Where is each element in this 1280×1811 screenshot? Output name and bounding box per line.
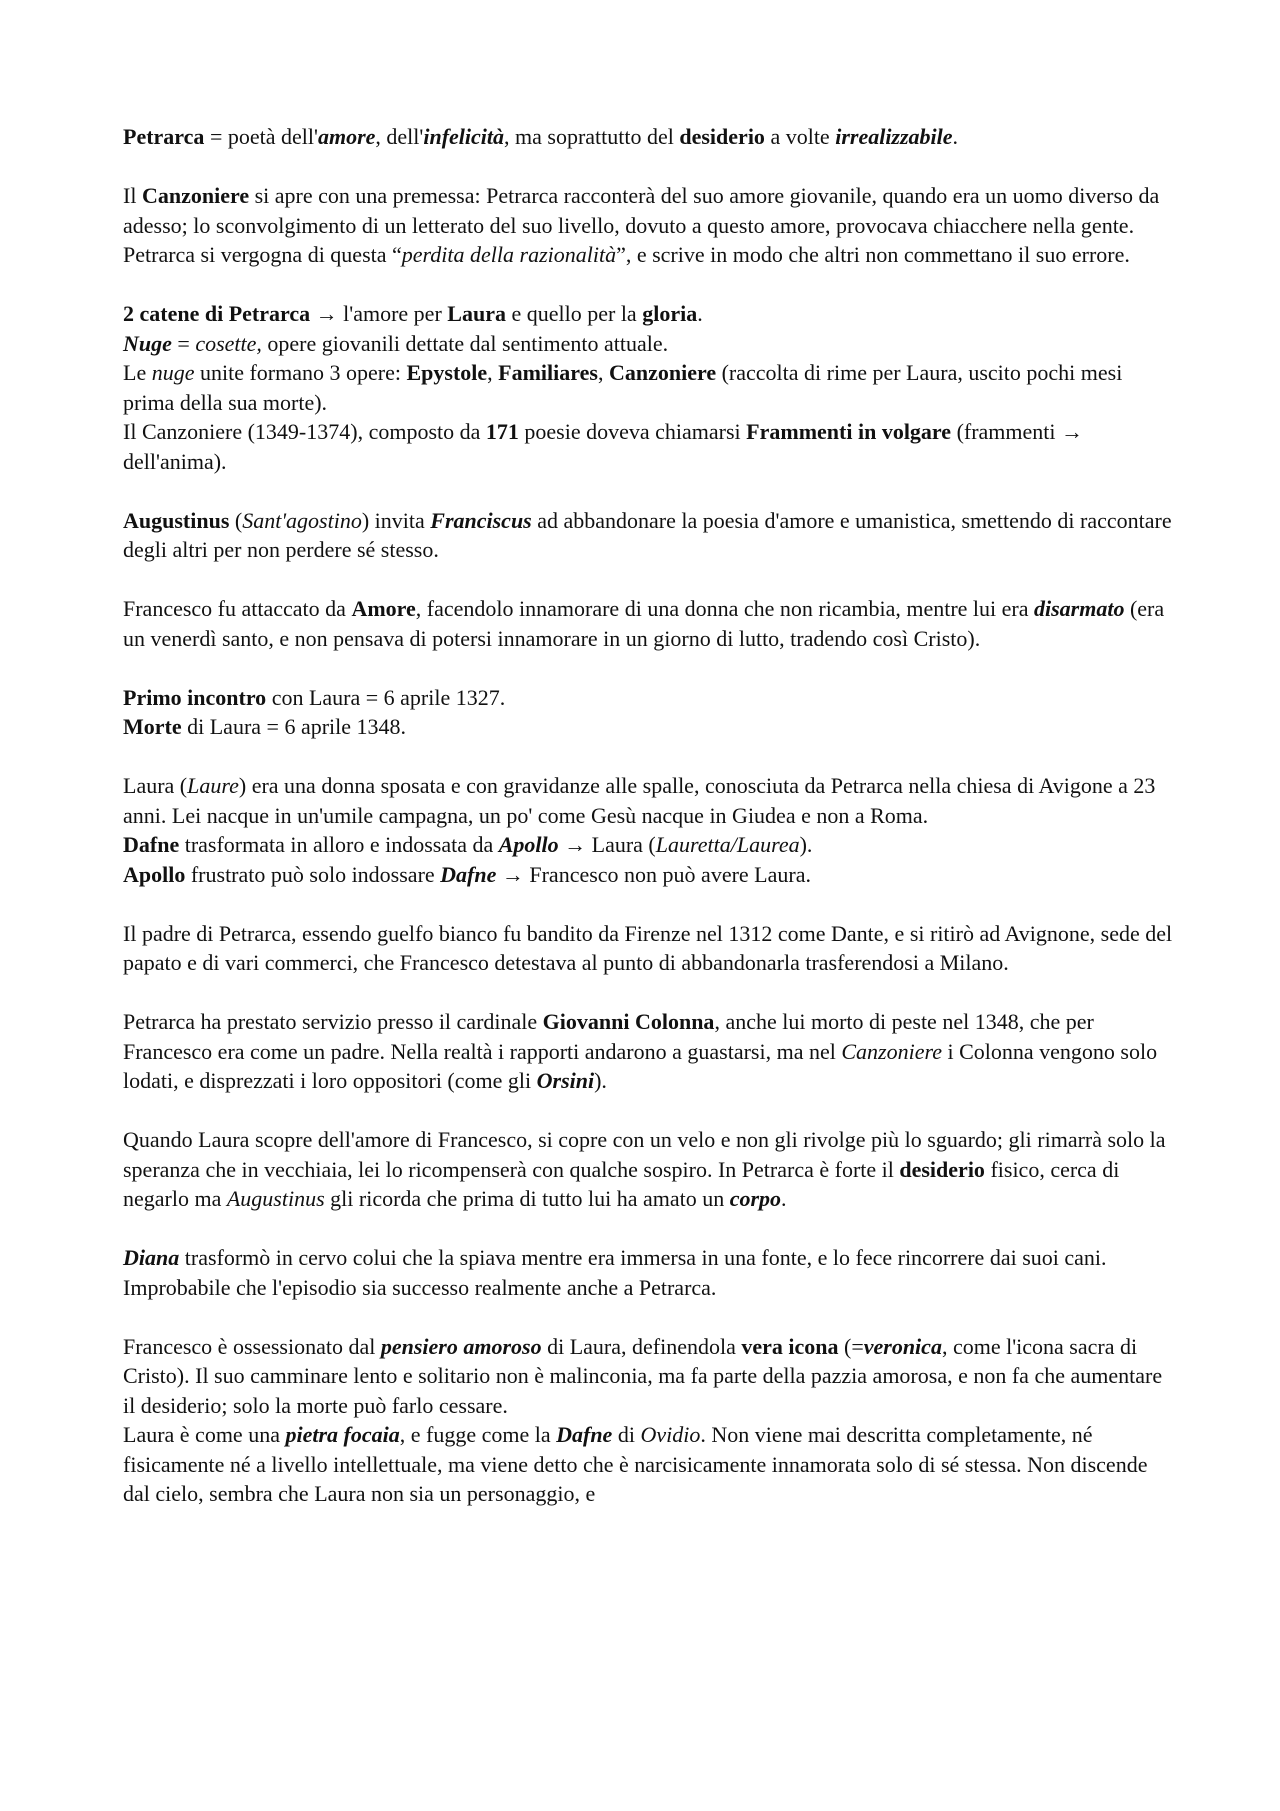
text-run: , <box>597 360 609 385</box>
text-run: Il padre di Petrarca, essendo guelfo bianco fu bandito da Firenze nel 1312 come Dante, e si ritirò ad Avignone, sede del papato e di vari commerci, che Francesco detestava al punto di abbandonarla trasferendosi a Milano. <box>123 920 1173 975</box>
text-run: poesie doveva chiamarsi <box>518 419 747 444</box>
text-run: Il Canzoniere (1349-1374), composto da <box>123 419 486 444</box>
emphasis-text: Familiares <box>498 360 598 385</box>
document-page <box>123 122 1173 1509</box>
emphasis-text: Augustinus <box>123 507 230 533</box>
emphasis-text: Petrarca <box>123 124 205 149</box>
text-run: unite formano 3 opere: <box>194 360 407 385</box>
text-run: i Colonna vengono solo lodati, e disprezzati i loro oppositori (come gli <box>123 1038 1158 1093</box>
emphasis-text: Augustinus <box>226 1186 325 1211</box>
emphasis-text: Giovanni Colonna <box>542 1009 715 1034</box>
emphasis-text: Dafne <box>440 861 497 887</box>
emphasis-text: 2 catene di Petrarca <box>123 301 311 326</box>
text-paragraph <box>123 1332 1173 1421</box>
emphasis-text: Nuge <box>123 330 172 356</box>
text-run: fisico, cerca di negarlo ma <box>123 1156 1120 1211</box>
emphasis-text: vera icona <box>741 1333 839 1359</box>
text-run: con Laura = 6 aprile 1327. <box>266 684 506 710</box>
text-paragraph <box>123 1007 1173 1096</box>
emphasis-text: Diana <box>123 1245 180 1270</box>
text-run: Laura è come una <box>123 1422 286 1447</box>
text-run: → Francesco non può avere Laura. <box>496 861 811 887</box>
emphasis-text: Orsini <box>536 1068 595 1093</box>
text-paragraph <box>123 683 1173 713</box>
emphasis-text: Primo incontro <box>123 684 267 710</box>
text-run: si apre con una premessa: Petrarca racconterà del suo amore giovanile, quando era un uomo diverso da adesso; lo sconvolgimento di un letterato del suo livello, dovuto a questo amore, provocava chiacchere nella gente. Petrarca si vergogna di questa “ <box>123 183 1160 267</box>
emphasis-text: infelicità <box>423 124 505 149</box>
emphasis-text: Laura <box>447 301 506 326</box>
text-run: di Laura, definendola <box>541 1333 742 1359</box>
text-run: , e fugge come la <box>399 1422 557 1447</box>
text-paragraph <box>123 329 1173 359</box>
emphasis-text: disarmato <box>1034 596 1125 621</box>
emphasis-text: Franciscus <box>430 507 532 533</box>
text-run: , come l'icona sacra di Cristo). Il suo camminare lento e solitario non è malinconia, ma fa parte della pazzia amorosa, e non fa che aumentare il desiderio; solo la morte può farlo cessare. <box>123 1333 1163 1418</box>
text-run: , facendolo innamorare di una donna che non ricambia, mentre lui era <box>415 596 1034 621</box>
text-run: a volte <box>764 124 836 149</box>
emphasis-text: Dafne <box>123 832 180 857</box>
emphasis-text: irrealizzabile <box>835 124 953 149</box>
text-paragraph <box>123 771 1173 830</box>
emphasis-text: Apollo <box>123 861 186 887</box>
text-run: (= <box>838 1333 864 1359</box>
emphasis-text: Lauretta/Laurea <box>655 832 800 857</box>
text-run: = <box>171 330 196 356</box>
text-run: ) invita <box>361 507 431 533</box>
emphasis-text: desiderio <box>679 124 765 149</box>
emphasis-text: perdita della razionalità <box>401 242 617 267</box>
emphasis-text: nuge <box>151 360 195 385</box>
text-run: ( <box>229 507 243 533</box>
text-paragraph <box>123 860 1173 890</box>
text-run: Il <box>123 183 142 208</box>
text-run: ). <box>594 1068 607 1093</box>
text-run: e quello per la <box>505 301 643 326</box>
text-run: . <box>952 124 959 149</box>
text-run: → l'amore per <box>310 301 448 326</box>
text-paragraph <box>123 712 1173 742</box>
text-paragraph <box>123 594 1173 653</box>
emphasis-text: veronica <box>863 1333 942 1359</box>
text-paragraph <box>123 1420 1173 1509</box>
text-paragraph <box>123 417 1173 476</box>
text-paragraph <box>123 1125 1173 1214</box>
emphasis-text: desiderio <box>899 1156 985 1182</box>
text-run: trasformò in cervo colui che la spiava mentre era immersa in una fonte, e lo fece rincorrere dai suoi cani. Improbabile che l'episodio sia successo realmente anche a Petrarca. <box>123 1245 1107 1300</box>
emphasis-text: Amore <box>351 596 416 621</box>
text-run: (raccolta di rime per Laura, uscito pochi mesi prima della sua morte). <box>123 360 1123 415</box>
text-run: Le <box>123 360 152 385</box>
emphasis-text: pietra focaia <box>285 1422 400 1447</box>
emphasis-text: Canzoniere <box>841 1038 942 1064</box>
text-run: . <box>697 301 703 326</box>
text-run: (frammenti → dell'anima). <box>123 419 1084 474</box>
text-paragraph <box>123 919 1173 978</box>
text-run: gli ricorda che prima di tutto lui ha amato un <box>324 1186 730 1211</box>
text-run: . Non viene mai descritta completamente, né fisicamente né a livello intellettuale, ma viene detto che è narcisicamente innamorata solo di sé stessa. Non discende dal cielo, sembra che Laura non sia un personaggio, e <box>123 1422 1148 1506</box>
text-run: , ma soprattutto del <box>504 124 680 149</box>
text-paragraph <box>123 506 1173 565</box>
text-run: di <box>612 1422 641 1447</box>
text-paragraph <box>123 1243 1173 1302</box>
text-run: ). <box>799 832 813 857</box>
text-run: Petrarca ha prestato servizio presso il cardinale <box>123 1009 543 1034</box>
text-run: . <box>781 1186 787 1211</box>
text-run: ) era una donna sposata e con gravidanze alle spalle, conosciuta da Petrarca nella chiesa di Avigone a 23 anni. Lei nacque in un'umile campagna, un po' come Gesù nacque in Giudea e non a Roma. <box>123 773 1156 828</box>
text-run: Quando Laura scopre dell'amore di Francesco, si copre con un velo e non gli rivolge più lo sguardo; gli rimarrà solo la speranza che in vecchiaia, lei lo ricompenserà con qualche sospiro. In Petrarca è forte il <box>123 1127 1166 1182</box>
text-run: (era un venerdì santo, e non pensava di potersi innamorare in un giorno di lutto, tradendo così Cristo). <box>123 596 1165 651</box>
emphasis-text: Epystole <box>406 360 488 385</box>
emphasis-text: Frammenti in volgare <box>746 419 952 444</box>
text-run: ad abbandonare la poesia d'amore e umanistica, smettendo di raccontare degli altri per non perdere sé stesso. <box>123 507 1172 562</box>
text-run: di Laura = 6 aprile 1348. <box>181 714 407 739</box>
text-run: Laura ( <box>123 773 188 798</box>
emphasis-text: amore <box>317 124 376 149</box>
emphasis-text: 171 <box>485 419 519 444</box>
text-run: → Laura ( <box>558 832 656 857</box>
emphasis-text: pensiero amoroso <box>380 1333 542 1359</box>
text-run: , <box>487 360 499 385</box>
text-run: opere giovanili dettate dal sentimento attuale. <box>261 330 669 356</box>
text-paragraph <box>123 122 1173 152</box>
emphasis-text: Sant'agostino <box>242 507 362 533</box>
emphasis-text: Apollo <box>498 832 559 857</box>
emphasis-text: Dafne <box>556 1422 613 1447</box>
emphasis-text: Canzoniere <box>141 183 250 208</box>
text-run: ”, e scrive in modo che altri non commettano il suo errore. <box>616 242 1130 267</box>
text-run: frustrato può solo indossare <box>185 861 441 887</box>
emphasis-text: corpo <box>729 1186 782 1211</box>
text-run: , dell' <box>375 124 424 149</box>
text-run: trasformata in alloro e indossata da <box>179 832 499 857</box>
text-run: Francesco fu attaccato da <box>123 596 352 621</box>
emphasis-text: Laure <box>187 773 239 798</box>
text-run: , anche lui morto di peste nel 1348, che per Francesco era come un padre. Nella realtà i rapporti andarono a guastarsi, ma nel <box>123 1009 1094 1064</box>
text-run: = poetà dell' <box>204 124 318 149</box>
emphasis-text: Canzoniere <box>608 360 717 385</box>
text-run: Francesco è ossessionato dal <box>123 1333 381 1359</box>
text-paragraph <box>123 299 1173 329</box>
text-paragraph <box>123 830 1173 860</box>
text-paragraph <box>123 181 1173 270</box>
emphasis-text: cosette, <box>195 330 262 356</box>
emphasis-text: Morte <box>123 714 182 739</box>
text-paragraph <box>123 358 1173 417</box>
emphasis-text: gloria <box>642 301 698 326</box>
emphasis-text: Ovidio <box>640 1422 701 1447</box>
